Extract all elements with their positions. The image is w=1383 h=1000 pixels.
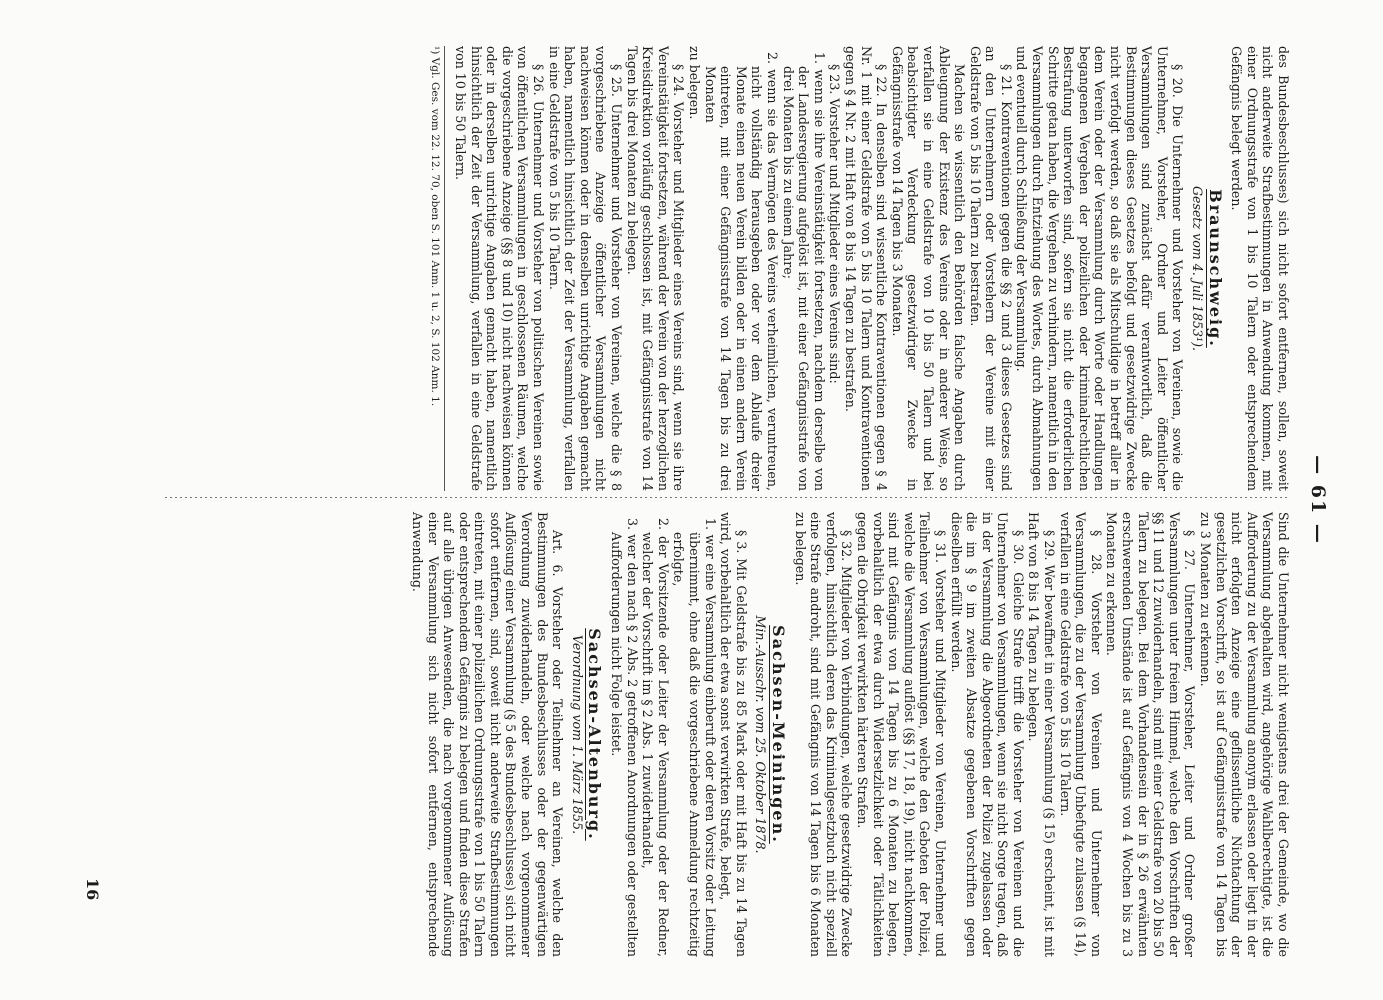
paragraph-20: § 20. Die Unternehmer und Vorsteher von Vereinen, sowie die Unternehmer, Vorsteher, Ordner und Leiter öffentlicher Versammlungen sind zunächst dafür verantwortlich, daß die Bestimmungen dieses Gesetzes befolgt und gesetzwidrige Zwecke nicht verfolgt werden, so daß sie als Mitschuldige in betreff aller in dem Verein oder der Versammlung durch Worte oder Handlungen begangenen Vergehen der polizeilichen oder kriminalrechtlichen Bestrafung unterworfen sind, sofern sie nicht die erforderlichen Schritte getan haben, die Vergehen zu verhindern, namentlich in den Versammlungen durch Entziehung des Wortes, durch Abmahnungen und eventuell durch Schließung der Versammlung. [1014, 46, 1186, 491]
sheet-number: 16 [83, 878, 102, 901]
section-heading-sachsen-altenburg: Sachsen-Altenburg. [585, 628, 605, 841]
paragraph-23-item-2: 2. wenn sie das Vermögen des Vereins verheimlichen, veruntreuen, nicht vollständig herausgeben oder vor dem Ablaufe dreier Monate einen neuen Verein bilden oder in einen andern Verein eintreten, mit einer Gefängnisstrafe von 14 Tagen bis zu drei Monaten [702, 52, 780, 491]
page-number: — 61 — [1307, 455, 1329, 545]
paragraph-31: § 31. Vorsteher und Mitglieder von Vereinen, Unternehmer und Teilnehmer von Versammlungen, welche den Geboten der Polizei, welche die Versammlung auflöst (§§ 17, 18, 19), nicht nachkommen, sind mit Gefängnis von 14 Tagen bis zu 6 Monaten zu belegen, vorbehaltlich der etwa durch Widersetzlichkeit oder Tätlichkeiten gegen die Obrigkeit verwirkten härteren Strafen. [854, 512, 948, 957]
paragraph-23-end: zu belegen. [687, 46, 703, 120]
section-heading-braunschweig: Braunschweig. [1205, 189, 1225, 348]
paragraph-intro-right: Sind die Unternehmer nicht wenigstens drei der Gemeinde, wo die Versammlung abgehalten wird, angehörige Wahlberechtigte, ist die Aufforderung zu der Versammlung anonym erlassen oder liegt in der nicht erfolgten Anzeige eine geflissentliche Nichtachtung der gesetzlichen Vorschrift, so ist auf Gefängnisstrafe von 14 Tagen bis zu 3 Monaten zu erkennen. [1198, 512, 1291, 957]
paragraph-26: § 26. Unternehmer und Vorsteher von politischen Vereinen sowie von öffentlichen Versammlungen in geschlossenen Räumen, welche die vorgeschriebene Anzeige (§§ 8 und 10) nicht nachweisen können oder in derselben unrichtige Angaben gemacht haben, namentlich hinsichtlich der Zeit der Versammlung, verfallen in eine Geldstrafe von 10 bis 50 Talern. [453, 46, 547, 491]
left-column [428, 46, 1291, 491]
paragraph-23: § 23. Vorsteher und Mitglieder eines Vereins sind: [827, 64, 843, 384]
section-heading-sachsen-meiningen: Sachsen-Meiningen. [769, 625, 788, 844]
right-column [409, 512, 1291, 957]
paragraph-29: § 29. Wer bewaffnet in einer Versammlung (§ 15) erscheint, ist mit Haft von 8 bis 14 Tagen zu belegen. [1026, 512, 1058, 957]
paragraph-23-item-1: 1. wenn sie ihre Vereinstätigkeit fortsetzen, nachdem derselbe von der Landesregierung aufgelöst ist, mit einer Gefängnisstrafe von drei Monaten bis zu einem Jahre; [780, 52, 827, 491]
paragraph-27: § 27. Unternehmer, Vorsteher, Leiter und Ordner großer Versammlungen unter freiem Himmel, welche den Vorschriften der §§ 11 und 12 zuwiderhandeln, sind mit einer Geldstrafe von 20 bis 50 Talern zu belegen. Bei dem Vorhandensein der in § 26 erwähnten erschwerenden Umstände ist auf Gefängnis von 4 Wochen bis zu 3 Monaten zu erkennen. [1104, 512, 1198, 957]
paragraph-21b: Machen sie wissentlich den Behörden falsche Angaben durch Ableugnung der Existenz des Vereins oder in anderer Weise, so verfallen sie in eine Geldstrafe von 10 bis 50 Talern und bei beabsichtigter Verdeckung gesetzwidriger Zwecke in Gefängnisstrafe von 14 Tagen bis 3 Monaten. [889, 46, 968, 491]
paragraph-3-item-3: 3. wer den nach § 2 Abs. 2 getroffenen Anordnungen oder gestellten Aufforderungen nicht Folge leistet. [609, 518, 640, 957]
paragraph-3: § 3. Mit Geldstrafe bis zu 85 Mark oder mit Haft bis zu 14 Tagen wird, vorbehaltlich der etwa sonst verwirkten Strafe, belegt, [718, 512, 749, 957]
column-divider [162, 497, 1287, 498]
section-subheading-meiningen: Min.-Ausschr. vom 25. Oktober 1878. [753, 615, 769, 854]
paragraph-25: § 25. Unternehmer und Vorsteher von Vereinen, welche die § 8 vorgeschriebene Anzeige öffentlicher Versammlungen nicht nachweisen können oder in denselben unrichtige Angaben gemacht haben, namentlich hinsichtlich der Zeit der Versammlung, verfallen in eine Geldstrafe von 5 bis 10 Talern. [546, 46, 625, 491]
paragraph-22: § 22. In denselben sind wissentliche Kontraventionen gegen § 4 Nr. 1 mit einer Geldstrafe von 5 bis 10 Talern und Kontraventionen gegen § 4 Nr. 2 mit Haft von 8 bis 14 Tagen zu bestrafen. [842, 46, 890, 491]
section-subheading-altenburg: Verordnung vom 1. März 1855. [569, 634, 585, 835]
paragraph-intro: des Bundesbeschlusses) sich nicht sofort entfernen, sollen, soweit nicht anderweite Strafbestimmungen in Anwendung kommen, mit einer Ordnungsstrafe von 1 bis 10 Talern oder entsprechendem Gefängnis belegt werden. [1229, 46, 1291, 491]
footnote: ¹) Vgl. Ges. vom 22. 12. 70, oben S. 101 Anm. 1 u. 2, S. 102 Anm. 1. [428, 46, 445, 491]
paragraph-30: § 30. Gleiche Strafe trifft die Vorsteher von Vereinen und die Unternehmer von Versammlungen, wenn sie nicht Sorge tragen, daß in der Versammlung die Abgeordneten der Polizei zugelassen oder die im § 9 im zweiten Absatze gegebenen Vorschriften gegen dieselben erfüllt werden. [948, 512, 1026, 957]
paragraph-21: § 21. Kontraventionen gegen die §§ 2 und 3 dieses Gesetzes sind an den Unternehmern oder Vorstehern der Vereine mit einer Geldstrafe von 5 bis 10 Talern zu bestrafen. [967, 46, 1014, 491]
paragraph-3-item-2: 2. der Vorsitzende oder Leiter der Versammlung oder der Redner, welcher der Vorschrift im § 2 Abs. 1 zuwiderhandelt, [640, 518, 671, 957]
paragraph-24: § 24. Vorsteher und Mitglieder eines Vereins sind, wenn sie ihre Vereinstätigkeit fortsetzen, während der Verein von der herzoglichen Kreisdirektion vorläufig geschlossen ist, mit Gefängnisstrafe von 14 Tagen bis drei Monaten zu belegen. [624, 46, 687, 491]
paragraph-3-item-1: 1. wer eine Versammlung einberuft oder deren Vorsitz oder Leitung übernimmt, ohne daß die vorgeschriebene Anmeldung rechtzeitig erfolgte, [671, 518, 718, 957]
paragraph-32: § 32. Mitglieder von Verbindungen, welche gesetzwidrige Zwecke verfolgen, hinsichtlich deren das Kriminalgesetzbuch nicht speziell eine Strafe androht, sind mit Gefängnis von 14 Tagen bis 6 Monaten zu belegen. [792, 512, 855, 957]
paragraph-28: § 28. Vorsteher von Vereinen und Unternehmer von Versammlungen, die zu der Versammlung Unbefugte zulassen (§ 14), verfallen in eine Geldstrafe von 5 bis 10 Talern. [1057, 512, 1104, 957]
article-6: Art. 6. Vorsteher oder Teilnehmer an Vereinen, welche den Bestimmungen des Bundesbeschlusses oder der gegenwärtigen Verordnung zuwiderhandeln, oder welche nach vorgenommener Auflösung einer Versammlung (§ 5 des Bundesbeschlusses) sich nicht sofort entfernen, sind, soweit nicht anderweite Strafbestimmungen eintreten, mit einer polizeilichen Ordnungsstrafe von 1 bis 50 Talern oder entsprechendem Gefängnis zu belegen und finden diese Strafen auf alle übrigen Anwesenden, die nach vorgenommener Auflösung einer Versammlung sich nicht sofort entfernen, entsprechende Anwendung. [409, 512, 566, 957]
section-subheading: Gesetz vom 4. Juli 1853¹). [1190, 185, 1206, 352]
